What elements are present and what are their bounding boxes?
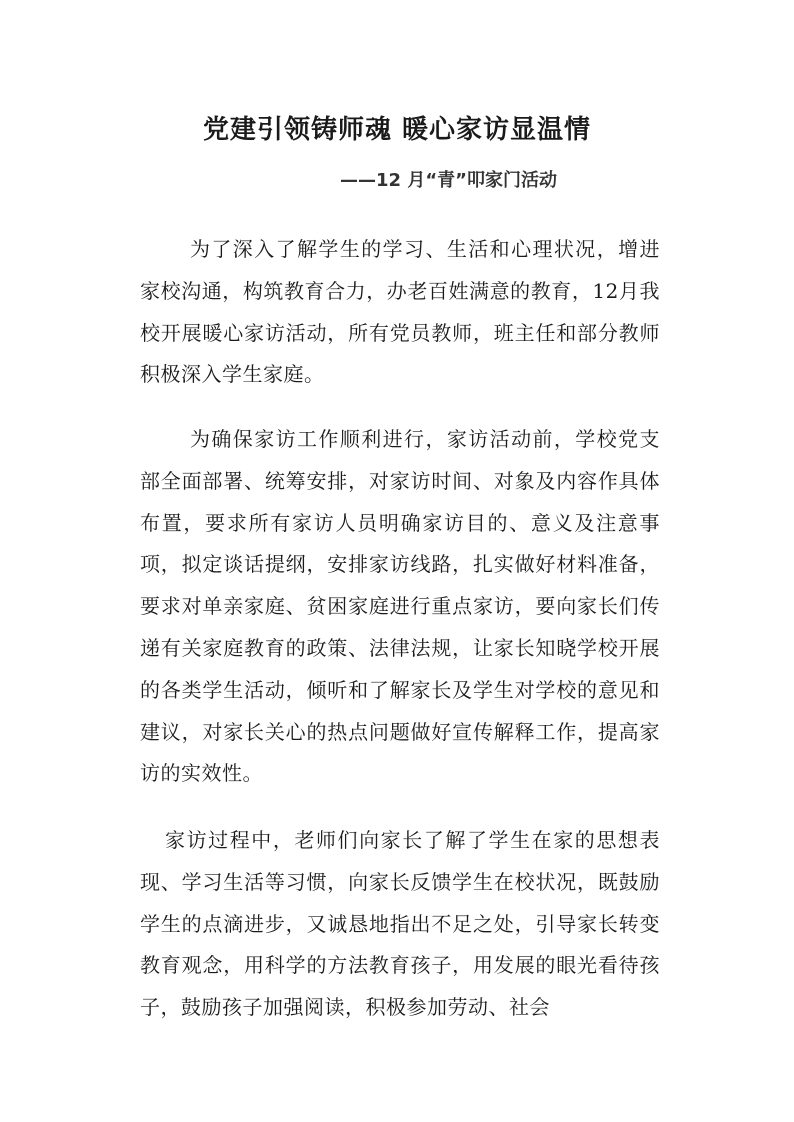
- paragraph-1: 为了深入了解学生的学习、生活和心理状况，增进家校沟通，构筑教育合力，办老百姓满意的教育，12月我校开展暖心家访活动，所有党员教师，班主任和部分教师积极深入学生家庭。: [140, 237, 660, 387]
- paragraph-3: 家访过程中，老师们向家长了解了学生在家的思想表现、学习生活等习惯，向家长反馈学生在校状况，既鼓励学生的点滴进步，又诚恳地指出不足之处，引导家长转变教育观念，用科学的方法教育孩子，用发展的眼光看待孩子，鼓励孩子加强阅读，积极参加劳动、社会: [140, 828, 660, 1020]
- paragraph-2: 为确保家访工作顺利进行，家访活动前，学校党支部全面部署、统筹安排，对家访时间、对象及内容作具体布置，要求所有家访人员明确家访目的、意义及注意事项，拟定谈话提纲，安排家访线路，扎实做好材料准备，要求对单亲家庭、贫困家庭进行重点家访，要向家长们传递有关家庭教育的政策、法律法规，让家长知晓学校开展的各类学生活动，倾听和了解家长及学生对学校的意见和建议，对家长关心的热点问题做好宣传解释工作，提高家访的实效性。: [140, 427, 660, 786]
- document-title: 党建引领铸师魂 暖心家访显温情: [202, 115, 592, 145]
- document-subtitle: ——12 月“青”叩家门活动: [340, 170, 557, 191]
